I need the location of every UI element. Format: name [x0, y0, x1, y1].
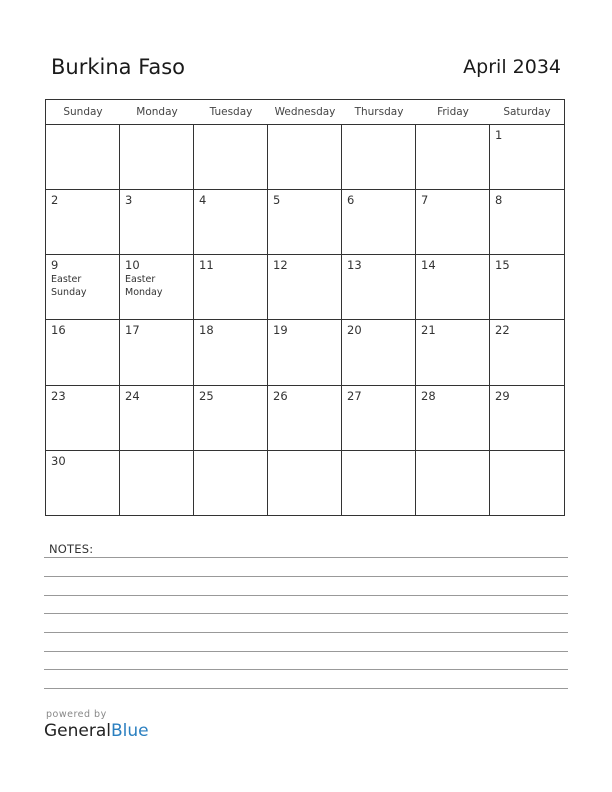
day-number: 3 [125, 193, 133, 208]
day-cell [342, 320, 416, 385]
day-number: 17 [125, 323, 140, 338]
notes-line [44, 632, 568, 633]
day-cell [268, 451, 342, 516]
day-number: 6 [347, 193, 355, 208]
day-cell [194, 255, 268, 320]
weekday-tuesday: Tuesday [209, 106, 253, 118]
holiday-label: Easter Sunday [51, 274, 87, 299]
day-number: 19 [273, 323, 288, 338]
day-number: 2 [51, 193, 59, 208]
weekday-thursday: Thursday [354, 106, 404, 118]
day-cell [268, 320, 342, 385]
notes-line [44, 651, 568, 652]
day-cell [268, 190, 342, 255]
day-number: 27 [347, 388, 362, 403]
day-number: 25 [199, 388, 214, 403]
day-number: 1 [495, 128, 503, 142]
weekday-saturday: Saturday [503, 106, 551, 118]
day-cell [120, 190, 194, 255]
day-cell [46, 125, 120, 190]
day-cell [120, 320, 194, 385]
day-grid [46, 125, 564, 516]
day-cell [490, 320, 564, 385]
day-cell [194, 386, 268, 451]
day-cell [194, 125, 268, 190]
day-cell [46, 255, 120, 320]
notes-line [44, 613, 568, 614]
day-number: 22 [495, 323, 510, 338]
day-cell [120, 125, 194, 190]
day-number: 20 [347, 323, 362, 338]
weekday-sunday: Sunday [63, 106, 103, 118]
day-cell [490, 386, 564, 451]
day-cell [416, 386, 490, 451]
day-cell [490, 451, 564, 516]
day-number: 4 [199, 193, 207, 208]
day-cell [342, 255, 416, 320]
day-cell [120, 255, 194, 320]
day-number: 28 [421, 388, 436, 403]
day-cell [194, 190, 268, 255]
powered-by-text: powered by [46, 709, 107, 720]
day-number: 12 [273, 258, 288, 273]
day-number: 13 [347, 258, 362, 273]
weekday-wednesday: Wednesday [274, 106, 336, 118]
day-cell [342, 125, 416, 190]
holiday-label: Easter Monday [125, 274, 163, 299]
day-cell [490, 190, 564, 255]
country-title: Burkina Faso [51, 55, 186, 79]
day-cell [194, 320, 268, 385]
day-cell [46, 190, 120, 255]
day-number: 18 [199, 323, 214, 338]
notes-line [44, 595, 568, 596]
generalblue-logo [44, 721, 149, 741]
day-cell [342, 190, 416, 255]
day-cell [268, 386, 342, 451]
day-cell [120, 451, 194, 516]
day-cell [46, 451, 120, 516]
day-cell [268, 255, 342, 320]
weekday-monday: Monday [136, 106, 178, 118]
notes-label: NOTES: [49, 542, 94, 556]
day-cell [342, 386, 416, 451]
weekday-header [46, 100, 564, 125]
notes-line [44, 576, 568, 577]
day-cell [46, 320, 120, 385]
day-cell [416, 125, 490, 190]
notes-line [44, 669, 568, 670]
day-number: 26 [273, 388, 288, 403]
day-number: 23 [51, 388, 66, 403]
day-number: 15 [495, 258, 510, 273]
day-cell [416, 255, 490, 320]
day-number: 24 [125, 388, 140, 403]
day-number: 9 [51, 258, 59, 273]
day-cell [268, 125, 342, 190]
day-number: 10 [125, 258, 140, 273]
day-number: 11 [199, 258, 214, 273]
day-cell [490, 125, 564, 190]
day-cell [416, 451, 490, 516]
day-cell [342, 451, 416, 516]
day-number: 5 [273, 193, 281, 208]
day-number: 21 [421, 323, 436, 338]
day-number: 8 [495, 193, 503, 208]
day-cell [416, 320, 490, 385]
day-number: 7 [421, 193, 429, 208]
day-cell [416, 190, 490, 255]
brand-general: General [44, 721, 111, 741]
day-number: 14 [421, 258, 436, 273]
calendar-grid [45, 99, 565, 516]
day-cell [490, 255, 564, 320]
month-title: April 2034 [463, 56, 561, 78]
day-cell [194, 451, 268, 516]
notes-line [44, 688, 568, 689]
weekday-friday: Friday [437, 106, 469, 118]
brand-blue: Blue [111, 721, 149, 741]
day-cell [46, 386, 120, 451]
day-number: 29 [495, 388, 510, 403]
notes-line [44, 557, 568, 558]
day-cell [120, 386, 194, 451]
day-number: 30 [51, 453, 66, 468]
day-number: 16 [51, 323, 66, 338]
